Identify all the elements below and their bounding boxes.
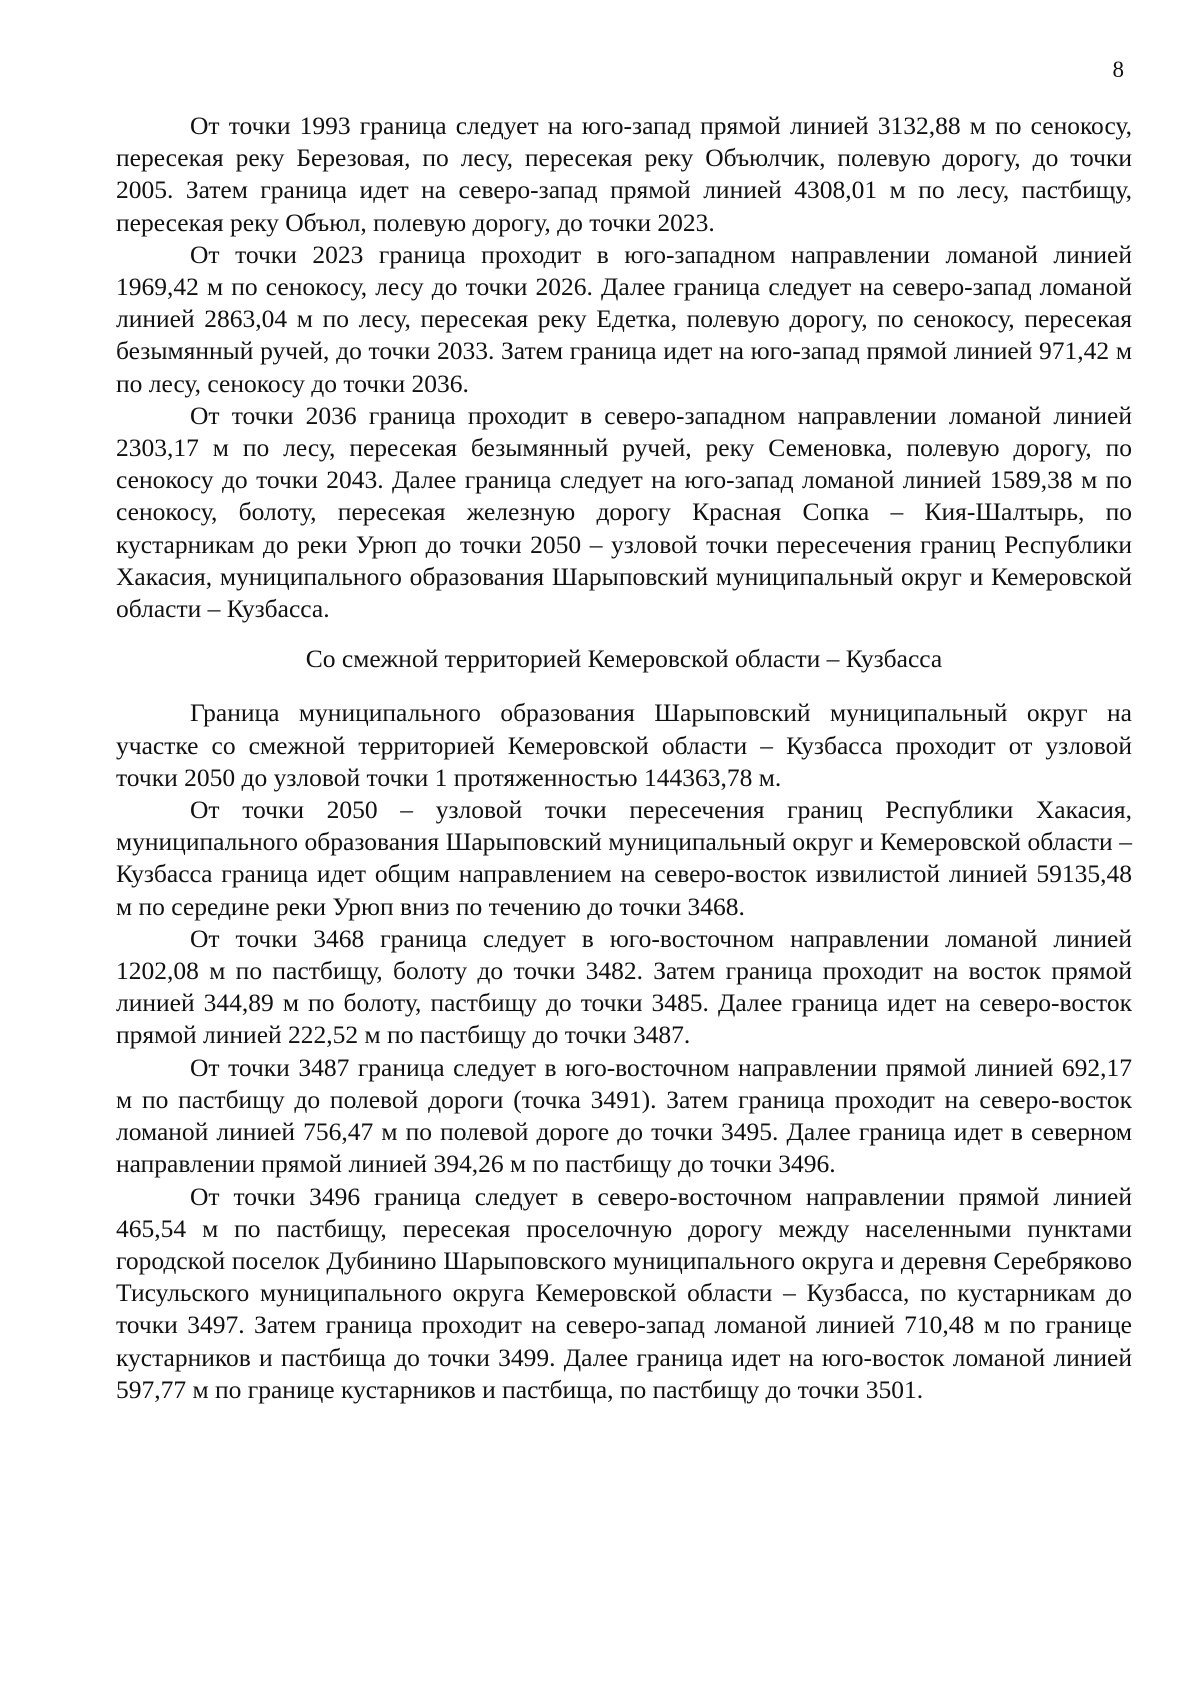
paragraph: От точки 3496 граница следует в северо-восточном направлении прямой линией 465,54 м по пастбищу, пересекая проселочную дорогу между населенными пунктами городской поселок Дубинино Шарыповского муниципального округа и деревня Серебряково Тисульского муниципального округа Кемеровской области – Кузбасса, по кустарникам до точки 3497. Затем граница проходит на северо-запад ломаной линией 710,48 м по границе кустарников и пастбища до точки 3499. Далее граница идет на юго-восток ломаной линией 597,77 м по границе кустарников и пастбища, по пастбищу до точки 3501. xyxy=(116,1181,1132,1404)
paragraph: От точки 2023 граница проходит в юго-западном направлении ломаной линией 1969,42 м по сенокосу, лесу до точки 2026. Далее граница следует на северо-запад ломаной линией 2863,04 м по лесу, пересекая реку Едетка, полевую дорогу, по сенокосу, пересекая безымянный ручей, до точки 2033. Затем граница идет на юго-запад прямой линией 971,42 м по лесу, сенокосу до точки 2036. xyxy=(116,239,1132,398)
document-body xyxy=(116,110,1132,1406)
paragraph: От точки 2050 – узловой точки пересечения границ Республики Хакасия, муниципального образования Шарыповский муниципальный округ и Кемеровской области – Кузбасса граница идет общим направлением на северо-восток извилистой линией 59135,48 м по середине реки Урюп вниз по течению до точки 3468. xyxy=(116,795,1132,921)
paragraph: От точки 1993 граница следует на юго-запад прямой линией 3132,88 м по сенокосу, пересекая реку Березовая, по лесу, пересекая реку Объюлчик, полевую дорогу, до точки 2005. Затем граница идет на северо-запад прямой линией 4308,01 м по лесу, пастбищу, пересекая реку Объюл, полевую дорогу, до точки 2023. xyxy=(116,111,1132,237)
page-number: 8 xyxy=(1112,57,1124,82)
paragraph: От точки 3487 граница следует в юго-восточном направлении прямой линией 692,17 м по пастбищу до полевой дороги (точка 3491). Затем граница проходит на северо-восток ломаной линией 756,47 м по полевой дороге до точки 3495. Далее граница идет в северном направлении прямой линией 394,26 м по пастбищу до точки 3496. xyxy=(116,1052,1132,1179)
section-heading: Со смежной территорией Кемеровской области – Кузбасса xyxy=(305,644,943,674)
paragraph: От точки 2036 граница проходит в северо-западном направлении ломаной линией 2303,17 м по лесу, пересекая безымянный ручей, реку Семеновка, полевую дорогу, по сенокосу до точки 2043. Далее граница следует на юго-запад ломаной линией 1589,38 м по сенокосу, болоту, пересекая железную дорогу Красная Сопка – Кия-Шалтырь, по кустарникам до реки Урюп до точки 2050 – узловой точки пересечения границ Республики Хакасия, муниципального образования Шарыповский муниципальный округ и Кемеровской области – Кузбасса. xyxy=(116,400,1132,624)
paragraph: От точки 3468 граница следует в юго-восточном направлении ломаной линией 1202,08 м по пастбищу, болоту до точки 3482. Затем граница проходит на восток прямой линией 344,89 м по болоту, пастбищу до точки 3485. Далее граница идет на северо-восток прямой линией 222,52 м по пастбищу до точки 3487. xyxy=(116,923,1132,1050)
paragraph: Граница муниципального образования Шарыповский муниципальный округ на участке со смежной территорией Кемеровской области – Кузбасса проходит от узловой точки 2050 до узловой точки 1 протяженностью 144363,78 м. xyxy=(116,698,1132,792)
